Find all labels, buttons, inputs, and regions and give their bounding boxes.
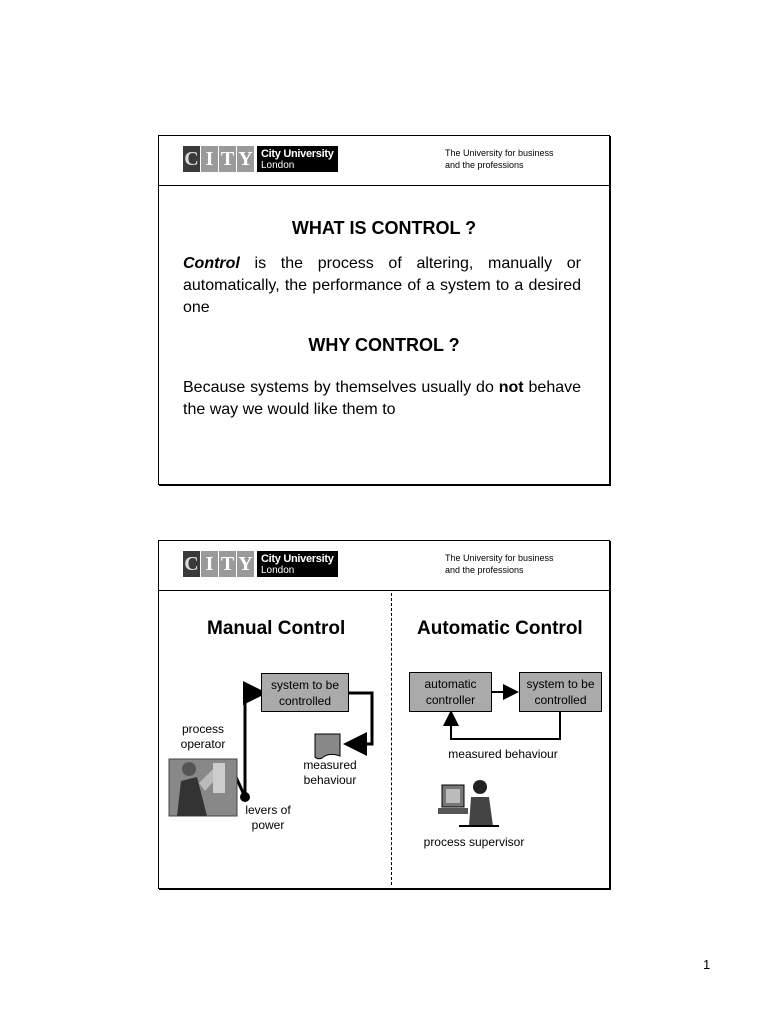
logo-letter: C	[183, 146, 200, 172]
definition-text: is the process of altering, manually or automatically, the performance of a system to a desired one	[183, 255, 581, 316]
measured-behaviour-label-line1: measured	[303, 758, 357, 772]
logo-letter: T	[219, 551, 236, 577]
tagline	[445, 147, 554, 171]
automatic-measured-behaviour-label: measured behaviour	[448, 747, 558, 761]
reason-text-end: behave the way we would like them to	[183, 379, 582, 418]
heading-what-is-control: WHAT IS CONTROL ?	[291, 218, 477, 238]
automatic-control-heading: Automatic Control	[417, 618, 583, 639]
levers-of-power-label-line2: power	[251, 818, 285, 832]
tagline-line2: and the professions	[445, 160, 524, 170]
reason-emphasis: not	[498, 379, 524, 396]
city-university-logo	[183, 146, 338, 172]
logo-letter: Y	[237, 551, 254, 577]
logo-letter: I	[201, 146, 218, 172]
page-number: 1	[703, 957, 711, 972]
manual-system-box-line2: controlled	[278, 693, 332, 708]
automatic-controller-box-line1: automatic	[424, 677, 477, 691]
process-operator-label-line1: process	[181, 722, 225, 736]
measured-behaviour-label-line2: behaviour	[303, 773, 357, 787]
logo-letter: Y	[237, 146, 254, 172]
logo-name-line1: City University	[261, 552, 334, 565]
automatic-controller-box-line2: controller	[425, 693, 476, 707]
logo-name-line2: London	[261, 564, 295, 576]
system-to-measured-arrow	[347, 693, 372, 744]
tagline-line2: and the professions	[445, 565, 524, 575]
slide-what-is-control	[158, 135, 610, 485]
diagram-connectors	[159, 541, 609, 888]
manual-system-box-line1: system to be	[270, 677, 340, 692]
slide-header	[159, 136, 609, 186]
lever-to-system-arrow	[245, 693, 261, 797]
logo-name	[257, 146, 338, 172]
levers-of-power-label-line1: levers of	[245, 803, 291, 817]
manual-control-heading: Manual Control	[207, 618, 346, 639]
feedback-loop-arrow	[451, 709, 560, 739]
tagline-line1: The University for business	[445, 148, 554, 158]
reason-text: Because systems by themselves usually do	[183, 379, 499, 396]
measured-behaviour-label	[295, 758, 365, 788]
manual-system-box	[261, 673, 349, 712]
process-supervisor-icon	[438, 780, 499, 826]
logo-letter: I	[201, 551, 218, 577]
heading-why-control: WHY CONTROL ?	[308, 335, 460, 355]
slide-manual-vs-automatic	[158, 540, 610, 889]
automatic-system-box-line2: controlled	[534, 693, 587, 707]
why-control-text	[183, 377, 581, 421]
process-operator-label	[171, 722, 235, 752]
definition-term: Control	[183, 255, 240, 272]
lever-knob	[240, 792, 250, 802]
tagline-line1: The University for business	[445, 553, 554, 563]
process-supervisor-label: process supervisor	[423, 835, 525, 849]
automatic-controller-box	[409, 672, 492, 712]
process-operator-icon	[169, 759, 237, 816]
document-icon	[315, 734, 340, 759]
logo-letter: T	[219, 146, 236, 172]
levers-of-power-label	[237, 803, 299, 833]
process-operator-label-line2: operator	[180, 737, 226, 751]
logo-name-line1: City University	[261, 147, 334, 160]
automatic-system-box	[519, 672, 602, 712]
logo-name-line2: London	[261, 159, 295, 171]
logo-letter: C	[183, 551, 200, 577]
automatic-system-box-line1: system to be	[526, 677, 595, 691]
control-definition	[183, 253, 581, 319]
